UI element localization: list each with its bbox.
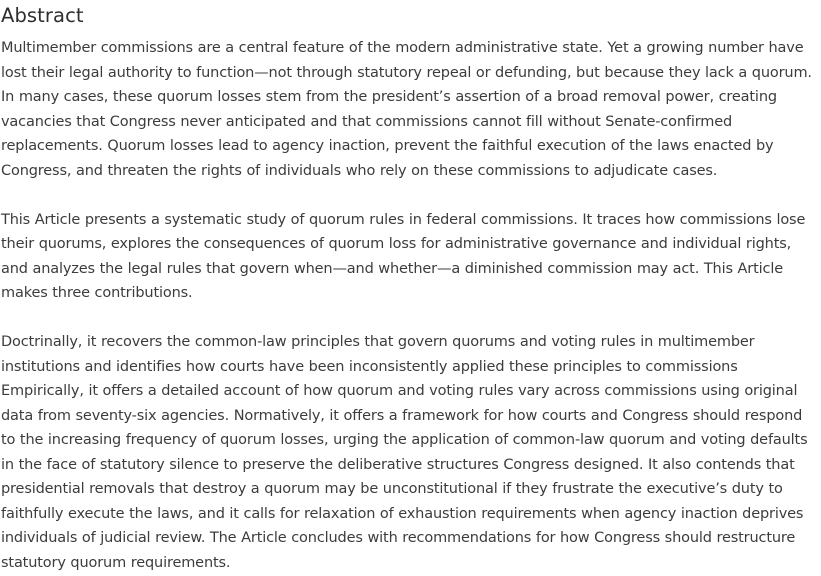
abstract-paragraph-1: Multimember commissions are a central feature of the modern administrative state. Yet a growing number have lost their legal authority to function—not through statutory repeal or defunding, but because they lack a quorum. In many cases, these quorum losses stem from the president’s assertion of a broad removal power, creating vacancies that Congress never anticipated and that commissions cannot fill without Senate-confirmed replacements. Quorum losses lead to agency inaction, prevent the faithful execution of the laws enacted by Congress, and threaten the rights of individuals who rely on these commissions to adjudicate cases. [1, 40, 812, 179]
abstract-paragraph-3: Doctrinally, it recovers the common-law principles that govern quorums and voting rules in multimember institutions and identifies how courts have been inconsistently applied these principles to commissions Empirically, it offers a detailed account of how quorum and voting rules vary across commissions using original data from seventy-six agencies. Normatively, it offers a framework for how courts and Congress should respond to the increasing frequency of quorum losses, urging the application of common-law quorum and voting defaults in the face of statutory silence to preserve the deliberative structures Congress designed. It also contends that presidential removals that destroy a quorum may be unconstitutional if they frustrate the executive’s duty to faithfully execute the laws, and it calls for relaxation of exhaustion requirements when agency inaction deprives individuals of judicial review. The Article concludes with recommendations for how Congress should restructure statutory quorum requirements. [1, 334, 808, 571]
abstract-heading: Abstract [1, 4, 84, 27]
abstract-section [1, 2, 819, 575]
abstract-paragraph-2: This Article presents a systematic study of quorum rules in federal commissions. It traces how commissions lose their quorums, explores the consequences of quorum loss for administrative governance and individual rights, and analyzes the legal rules that govern when—and whether—a diminished commission may act. This Article makes three contributions. [1, 211, 806, 301]
